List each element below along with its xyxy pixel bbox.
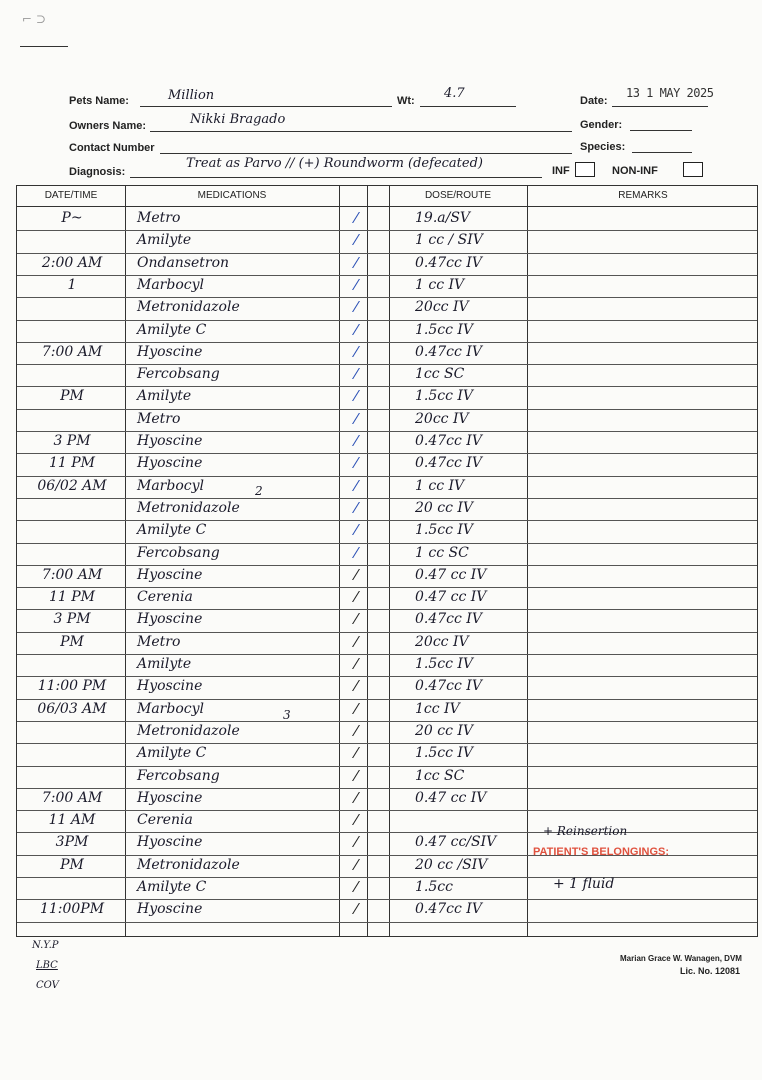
- diagnosis-value: Treat as Parvo // (+) Roundworm (defecated): [186, 156, 483, 171]
- row-divider: [17, 587, 757, 588]
- row-medication: Fercobsang: [137, 767, 220, 784]
- row-medication: Hyoscine: [137, 433, 203, 449]
- row-medication: Hyoscine: [137, 343, 203, 360]
- row-medication: Metronidazole: [137, 856, 240, 873]
- diagnosis-line: [130, 177, 542, 178]
- row-dose: 0.47 cc IV: [415, 566, 487, 583]
- col-header-medications: MEDICATIONS: [197, 190, 267, 201]
- row-dose: 19.a/SV: [415, 210, 471, 226]
- date-stamp: 13 1 MAY 2025: [626, 86, 714, 100]
- row-medication: Cerenia: [137, 589, 193, 606]
- row-medication: Hyoscine: [137, 566, 203, 583]
- row-divider: [17, 453, 757, 454]
- col-divider: [367, 186, 368, 936]
- row-medication: Cerenia: [137, 812, 193, 829]
- row-check-mark: ⁄: [354, 365, 358, 384]
- row-divider: [17, 766, 757, 767]
- row-check-mark: ⁄: [354, 543, 358, 562]
- wt-line: [420, 106, 516, 107]
- row-divider: [17, 788, 757, 789]
- row-check-mark: ⁄: [354, 610, 358, 629]
- row-check-mark: ⁄: [354, 811, 358, 830]
- row-time: 11 PM: [48, 455, 96, 472]
- row-medication: Fercobsang: [137, 544, 220, 561]
- row-dose: 0.47cc IV: [415, 254, 482, 271]
- row-check-mark: ⁄: [354, 766, 358, 785]
- row-check-mark: ⁄: [354, 632, 358, 651]
- day-mark-3: 3: [283, 708, 291, 722]
- row-time: 3 PM: [53, 433, 91, 449]
- row-divider: [17, 342, 757, 343]
- row-dose: 20cc IV: [415, 299, 469, 316]
- col-header-datetime: DATE/TIME: [44, 190, 98, 201]
- row-check-mark: ⁄: [354, 900, 358, 919]
- footer-note-2: LBC: [36, 960, 58, 971]
- inf-checkbox[interactable]: [575, 162, 595, 177]
- row-check-mark: ⁄: [354, 320, 358, 339]
- row-divider: [17, 275, 757, 276]
- row-dose: 20 cc IV: [415, 499, 474, 516]
- row-divider: [17, 230, 757, 231]
- row-medication: Amilyte: [137, 232, 192, 249]
- row-divider: [17, 565, 757, 566]
- signature-name: Marian Grace W. Wanagen, DVM: [620, 954, 742, 963]
- row-time: 11 AM: [48, 812, 96, 829]
- row-divider: [17, 743, 757, 744]
- row-check-mark: ⁄: [354, 677, 358, 696]
- row-medication: Fercobsang: [137, 366, 220, 383]
- owners-name-label: Owners Name:: [69, 120, 147, 132]
- row-check-mark: ⁄: [354, 298, 358, 317]
- species-label: Species:: [580, 141, 626, 153]
- noninf-label: NON-INF: [612, 165, 658, 177]
- pets-name-label: Pets Name:: [69, 95, 129, 107]
- row-dose: 0.47 cc IV: [415, 789, 487, 806]
- row-medication: Metro: [137, 210, 181, 226]
- diagnosis-label: Diagnosis:: [69, 166, 126, 178]
- row-divider: [17, 699, 757, 700]
- species-line: [632, 152, 692, 153]
- row-dose: 1 cc SC: [415, 544, 469, 561]
- day-mark-2: 2: [255, 484, 263, 498]
- gender-line: [630, 130, 692, 131]
- row-medication: Hyoscine: [137, 789, 203, 806]
- col-divider: [339, 186, 340, 936]
- pets-name-value: Million: [168, 88, 215, 103]
- row-time: PM: [60, 856, 84, 873]
- row-medication: Marbocyl: [137, 276, 204, 293]
- col-header-remarks: REMARKS: [618, 190, 668, 201]
- row-time: 3PM: [55, 834, 89, 851]
- row-divider: [17, 676, 757, 677]
- row-time: 1: [67, 276, 77, 293]
- row-check-mark: ⁄: [354, 342, 358, 361]
- owners-name-line: [150, 131, 572, 132]
- row-check-mark: ⁄: [354, 788, 358, 807]
- row-divider: [17, 409, 757, 410]
- row-medication: Metronidazole: [137, 299, 240, 316]
- owners-name-value: Nikki Bragado: [190, 112, 286, 127]
- row-check-mark: ⁄: [354, 878, 358, 896]
- row-divider: [17, 832, 757, 833]
- inf-label: INF: [552, 165, 570, 177]
- row-dose: 0.47cc IV: [415, 678, 482, 695]
- row-dose: 1.5cc IV: [415, 522, 474, 539]
- row-dose: 20 cc /SIV: [415, 856, 488, 873]
- row-divider: [17, 520, 757, 521]
- corner-scribble: ⌐ ⊃: [22, 12, 46, 26]
- row-check-mark: ⁄: [354, 209, 358, 227]
- row-divider: [17, 320, 757, 321]
- row-time: 11:00 PM: [37, 678, 107, 695]
- row-divider: [17, 431, 757, 432]
- table-header: [17, 186, 757, 207]
- row-medication: Amilyte: [137, 656, 192, 672]
- row-time: 3 PM: [53, 611, 91, 628]
- row-check-mark: ⁄: [354, 387, 358, 406]
- row-dose: 1 cc IV: [415, 477, 465, 494]
- row-dose: 1.5cc IV: [415, 656, 474, 672]
- row-time: 7:00 AM: [41, 343, 103, 360]
- row-medication: Hyoscine: [137, 834, 203, 851]
- row-medication: Ondansetron: [137, 254, 230, 271]
- row-medication: Amilyte C: [137, 745, 207, 762]
- row-medication: Marbocyl: [137, 700, 204, 717]
- row-dose: 20cc IV: [415, 633, 469, 650]
- row-check-mark: ⁄: [354, 699, 358, 718]
- row-medication: Hyoscine: [137, 611, 203, 628]
- footer-note-3: COV: [36, 980, 59, 991]
- row-dose: 20cc IV: [415, 410, 469, 427]
- row-divider: [17, 297, 757, 298]
- row-time: 7:00 AM: [41, 789, 103, 806]
- row-divider: [17, 498, 757, 499]
- row-check-mark: ⁄: [354, 833, 358, 852]
- row-dose: 0.47cc IV: [415, 901, 482, 918]
- remark-reinsertion: + Reinsertion: [543, 824, 628, 838]
- row-dose: 1 cc / SIV: [415, 232, 483, 249]
- medication-table: [16, 185, 758, 937]
- row-check-mark: ⁄: [354, 253, 358, 272]
- row-medication: Amilyte C: [137, 522, 207, 539]
- gender-label: Gender:: [580, 119, 623, 131]
- row-medication: Marbocyl: [137, 477, 204, 494]
- row-dose: 1.5cc IV: [415, 745, 474, 762]
- row-check-mark: ⁄: [354, 454, 358, 473]
- row-medication: Metro: [137, 410, 181, 427]
- row-divider: [17, 922, 757, 923]
- row-check-mark: ⁄: [354, 275, 358, 294]
- noninf-checkbox[interactable]: [683, 162, 703, 177]
- row-dose: 1.5cc IV: [415, 321, 474, 338]
- row-time: 06/03 AM: [37, 700, 107, 717]
- remark-fluid: + 1 fluid: [553, 876, 615, 892]
- col-divider: [527, 186, 528, 936]
- row-dose: 1 cc IV: [415, 276, 465, 293]
- row-check-mark: ⁄: [354, 855, 358, 874]
- corner-line: [20, 46, 68, 47]
- row-time: PM: [60, 388, 84, 405]
- row-divider: [17, 899, 757, 900]
- row-check-mark: ⁄: [354, 409, 358, 428]
- row-time: 2:00 AM: [41, 254, 103, 271]
- row-divider: [17, 609, 757, 610]
- row-divider: [17, 632, 757, 633]
- row-time: 06/02 AM: [37, 477, 107, 494]
- date-label: Date:: [580, 95, 608, 107]
- row-medication: Hyoscine: [137, 901, 203, 918]
- row-dose: 0.47 cc/SIV: [415, 834, 497, 851]
- row-medication: Amilyte: [137, 388, 192, 405]
- row-dose: 0.47cc IV: [415, 611, 482, 628]
- row-medication: Amilyte C: [137, 321, 207, 338]
- wt-label: Wt:: [397, 95, 415, 107]
- row-divider: [17, 654, 757, 655]
- row-divider: [17, 253, 757, 254]
- row-medication: Metronidazole: [137, 722, 240, 739]
- wt-value: 4.7: [444, 86, 465, 101]
- row-check-mark: ⁄: [354, 744, 358, 763]
- row-dose: 1cc SC: [415, 767, 465, 784]
- row-time: 11 PM: [48, 589, 96, 606]
- col-divider: [389, 186, 390, 936]
- row-medication: Hyoscine: [137, 455, 203, 472]
- row-time: PM: [60, 633, 84, 650]
- row-divider: [17, 543, 757, 544]
- row-check-mark: ⁄: [354, 432, 358, 450]
- row-check-mark: ⁄: [354, 476, 358, 495]
- row-check-mark: ⁄: [354, 231, 358, 250]
- row-dose: 1cc IV: [415, 700, 460, 717]
- row-divider: [17, 721, 757, 722]
- date-line: [612, 106, 708, 107]
- row-divider: [17, 877, 757, 878]
- row-check-mark: ⁄: [354, 721, 358, 740]
- row-medication: Metro: [137, 633, 181, 650]
- belongings-title: PATIENT'S BELONGINGS:: [533, 846, 670, 858]
- row-check-mark: ⁄: [354, 498, 358, 517]
- row-time: 7:00 AM: [41, 566, 103, 583]
- row-dose: 1.5cc: [415, 879, 453, 895]
- row-time: 11:00PM: [39, 901, 105, 918]
- row-dose: 0.47 cc IV: [415, 589, 487, 606]
- row-divider: [17, 476, 757, 477]
- row-divider: [17, 810, 757, 811]
- signature-license: Lic. No. 12081: [680, 966, 741, 976]
- row-dose: 1cc SC: [415, 366, 465, 383]
- row-check-mark: ⁄: [354, 588, 358, 607]
- row-time: P~: [61, 210, 83, 226]
- pets-name-line: [140, 106, 392, 107]
- row-check-mark: ⁄: [354, 655, 358, 673]
- footer-note-1: N.Y.P: [32, 940, 59, 951]
- row-dose: 0.47cc IV: [415, 433, 482, 449]
- row-dose: 0.47cc IV: [415, 343, 482, 360]
- row-medication: Amilyte C: [137, 879, 207, 895]
- col-header-dose: DOSE/ROUTE: [424, 190, 492, 201]
- row-divider: [17, 364, 757, 365]
- row-check-mark: ⁄: [354, 565, 358, 584]
- col-divider: [125, 186, 126, 936]
- row-dose: 1.5cc IV: [415, 388, 474, 405]
- row-medication: Hyoscine: [137, 678, 203, 695]
- contact-line: [160, 153, 572, 154]
- contact-label: Contact Number: [69, 142, 155, 154]
- row-dose: 0.47cc IV: [415, 455, 482, 472]
- row-medication: Metronidazole: [137, 499, 240, 516]
- row-dose: 20 cc IV: [415, 722, 474, 739]
- row-divider: [17, 386, 757, 387]
- row-check-mark: ⁄: [354, 521, 358, 540]
